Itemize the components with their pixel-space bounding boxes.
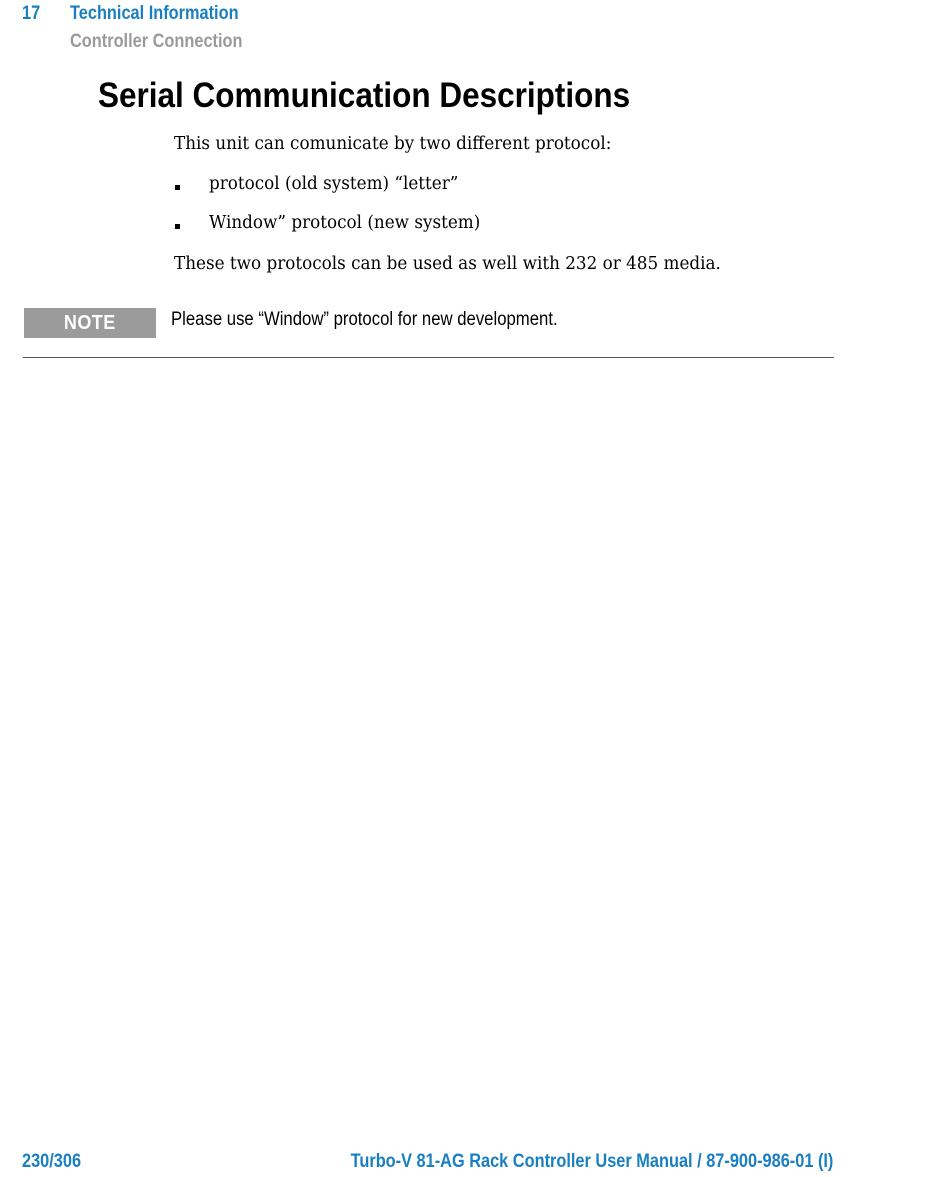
note-divider	[23, 357, 834, 358]
chapter-number: 17	[22, 3, 41, 24]
note-text: Please use “Window” protocol for new development.	[171, 309, 558, 330]
note-label: NOTE	[64, 311, 116, 334]
bullet-marker	[175, 185, 180, 190]
chapter-title: Technical Information	[70, 3, 239, 24]
footer-page-number: 230/306	[22, 1151, 82, 1172]
note-label-box	[24, 308, 156, 338]
page-heading: Serial Communication Descriptions	[98, 76, 631, 115]
outro-paragraph: These two protocols can be used as well with 232 or 485 media.	[174, 254, 721, 274]
section-title: Controller Connection	[70, 31, 243, 52]
bullet-item-window-protocol: Window” protocol (new system)	[209, 213, 481, 233]
intro-paragraph: This unit can comunicate by two different protocol:	[174, 134, 612, 154]
bullet-marker	[175, 224, 180, 229]
bullet-item-letter-protocol: protocol (old system) “letter”	[209, 174, 459, 194]
footer-manual-title: Turbo-V 81-AG Rack Controller User Manual / 87-900-986-01 (I)	[350, 1151, 833, 1172]
